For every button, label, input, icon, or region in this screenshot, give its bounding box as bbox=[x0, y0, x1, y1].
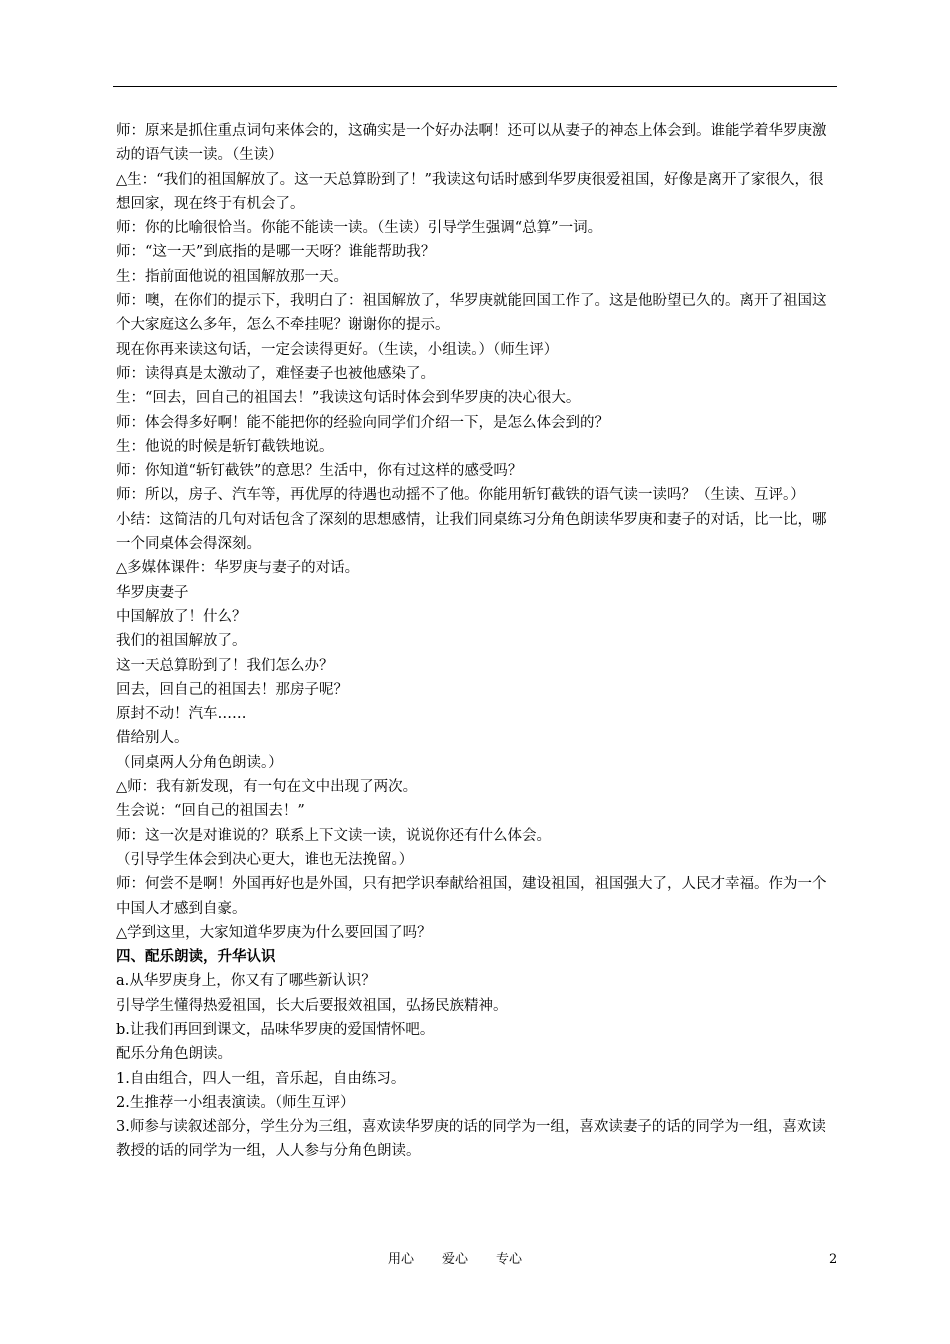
paragraph: （引导学生体会到决心更大，谁也无法挽留。） bbox=[116, 851, 414, 868]
paragraph: 小结：这简洁的几句对话包含了深刻的思想感情，让我们同桌练习分角色朗读华罗庚和妻子的对话，比一比，哪一个同桌体会得深刻。 bbox=[116, 511, 827, 553]
paragraph: 生：指前面他说的祖国解放那一天。 bbox=[116, 268, 348, 285]
header-rule bbox=[113, 86, 837, 87]
paragraph: 中国解放了！什么？ bbox=[116, 608, 247, 625]
paragraph: 这一天总算盼到了！我们怎么办？ bbox=[116, 657, 334, 674]
paragraph: 华罗庚妻子 bbox=[116, 584, 189, 601]
section-heading: 四、配乐朗读，升华认识 bbox=[116, 948, 276, 966]
paragraph: 我们的祖国解放了。 bbox=[116, 633, 247, 650]
paragraph: 1.自由组合，四人一组，音乐起，自由练习。 bbox=[116, 1070, 406, 1087]
footer-word-1: 用心 bbox=[388, 1252, 415, 1267]
paragraph: 师：原来是抓住重点词句来体会的，这确实是一个好办法啊！还可以从妻子的神态上体会到。谁能学着华罗庚激动的语气读一读。（生读） bbox=[116, 123, 827, 164]
paragraph: 3.师参与读叙述部分，学生分为三组，喜欢读华罗庚的话的同学为一组，喜欢读妻子的话的同学为一组，喜欢读教授的话的同学为一组，人人参与分角色朗读。 bbox=[116, 1119, 826, 1160]
paragraph: △生：“我们的祖国解放了。这一天总算盼到了！”我读这句话时感到华罗庚很爱祖国，好像是离开了家很久，很想回家，现在终于有机会了。 bbox=[116, 171, 824, 212]
footer-word-3: 专心 bbox=[496, 1252, 523, 1267]
paragraph: 生：他说的时候是斩钉截铁地说。 bbox=[116, 438, 334, 455]
footer-word-2: 爱心 bbox=[442, 1252, 469, 1267]
paragraph: 生会说：“回自己的祖国去！” bbox=[116, 803, 305, 820]
paragraph: 师：这一次是对谁说的？联系上下文读一读，说说你还有什么体会。 bbox=[116, 827, 551, 844]
paragraph: b.让我们再回到课文，品味华罗庚的爱国情怀吧。 bbox=[116, 1021, 435, 1038]
paragraph: 配乐分角色朗读。 bbox=[116, 1046, 232, 1063]
page-footer bbox=[0, 1250, 950, 1270]
footer-motto bbox=[388, 1250, 522, 1270]
paragraph: 原封不动！汽车…… bbox=[116, 706, 247, 723]
paragraph: △学到这里，大家知道华罗庚为什么要回国了吗？ bbox=[116, 924, 432, 941]
paragraph: （同桌两人分角色朗读。） bbox=[116, 754, 283, 771]
paragraph: 师：你知道“斩钉截铁”的意思？生活中，你有过这样的感受吗？ bbox=[116, 463, 523, 480]
paragraph: 师：你的比喻很恰当。你能不能读一读。（生读）引导学生强调“总算”一词。 bbox=[116, 220, 603, 237]
paragraph: 借给别人。 bbox=[116, 730, 189, 747]
paragraph: 师：噢，在你们的提示下，我明白了：祖国解放了，华罗庚就能回国工作了。这是他盼望已久的。离开了祖国这个大家庭这么多年，怎么不牵挂呢？谢谢你的提示。 bbox=[116, 293, 827, 334]
paragraph: 师：体会得多好啊！能不能把你的经验向同学们介绍一下，是怎么体会到的？ bbox=[116, 414, 609, 431]
paragraph: 师：所以，房子、汽车等，再优厚的待遇也动摇不了他。你能用斩钉截铁的语气读一读吗？（生读、互评。） bbox=[116, 487, 805, 504]
paragraph: 师：读得真是太激动了，难怪妻子也被他感染了。 bbox=[116, 365, 435, 382]
paragraph: 师：何尝不是啊！外国再好也是外国，只有把学识奉献给祖国，建设祖国，祖国强大了，人民才幸福。作为一个中国人才感到自豪。 bbox=[116, 876, 827, 917]
paragraph: 生：“回去，回自己的祖国去！”我读这句话时体会到华罗庚的决心很大。 bbox=[116, 390, 581, 407]
paragraph: △师：我有新发现，有一句在文中出现了两次。 bbox=[116, 779, 418, 796]
paragraph: a.从华罗庚身上，你又有了哪些新认识？ bbox=[116, 973, 376, 990]
page-number: 2 bbox=[829, 1252, 838, 1267]
paragraph: 2.生推荐一小组表演读。（师生互评） bbox=[116, 1094, 355, 1111]
paragraph: 师：“这一天”到底指的是哪一天呀？谁能帮助我？ bbox=[116, 244, 436, 261]
paragraph: △多媒体课件：华罗庚与妻子的对话。 bbox=[116, 560, 360, 577]
paragraph: 现在你再来读这句话，一定会读得更好。（生读，小组读。）（师生评） bbox=[116, 341, 559, 358]
document-body bbox=[116, 119, 837, 1164]
paragraph: 回去，回自己的祖国去！那房子呢？ bbox=[116, 681, 348, 698]
paragraph: 引导学生懂得热爱祖国，长大后要报效祖国，弘扬民族精神。 bbox=[116, 997, 508, 1014]
